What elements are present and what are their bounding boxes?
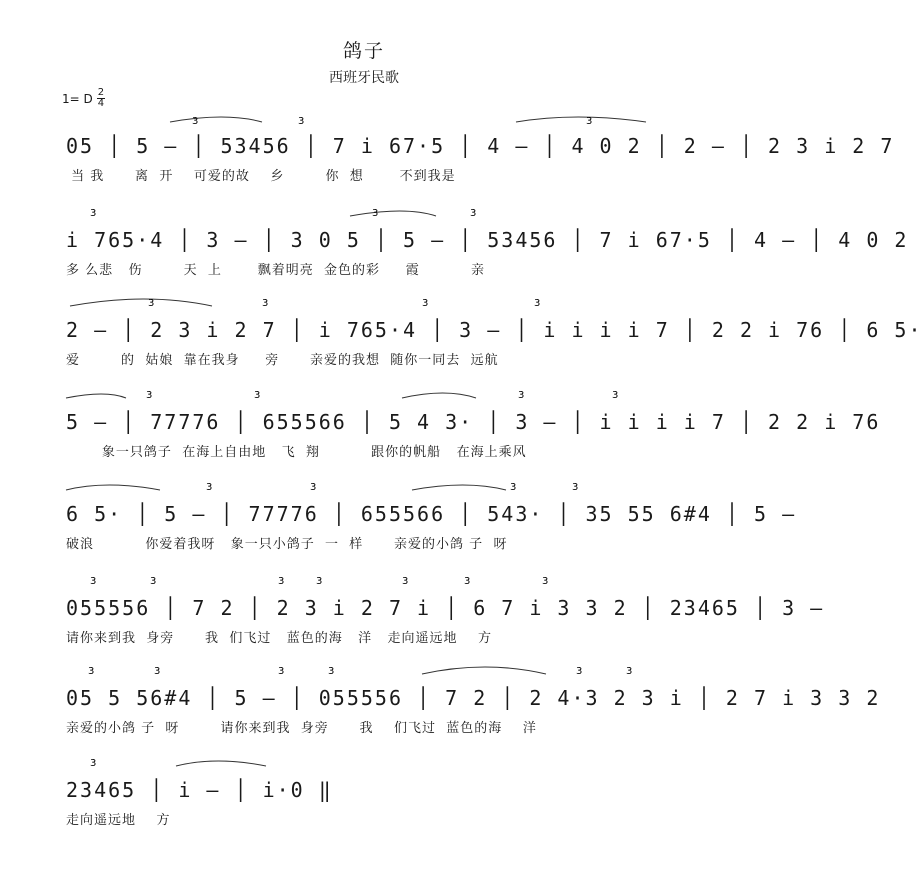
svg-text:3: 3 [278,666,285,677]
notes: 05 5 56#4 │ 5 – │ 055556 │ 7 2 │ 2 4·3 2 3 i │ 2 7 i 3 3 2 [66,686,881,710]
notes: 23465 │ i – │ i·0 ‖ [66,778,333,802]
svg-text:3: 3 [192,116,199,127]
svg-text:3: 3 [422,298,429,309]
svg-text:3: 3 [586,116,593,127]
lyrics: 多 么悲 伤 天 上 飘着明亮 金色的彩 霞 亲 [66,263,486,278]
key-label: 1= D [62,91,93,106]
notes: 2 – │ 2 3 i 2 7 │ i 765·4 │ 3 – │ i i i i 7 │ 2 2 i 76 │ 6 5· [66,318,923,342]
svg-text:3: 3 [90,576,97,587]
svg-text:3: 3 [150,576,157,587]
svg-text:3: 3 [148,298,155,309]
lyrics: 当 我 离 开 可爱的故 乡 你 想 不到我是 [66,169,456,184]
svg-text:3: 3 [518,390,525,401]
svg-text:3: 3 [402,576,409,587]
svg-text:3: 3 [254,390,261,401]
svg-text:3: 3 [534,298,541,309]
svg-text:3: 3 [470,208,477,219]
svg-text:3: 3 [298,116,305,127]
lyrics: 亲爱的小鸽 子 呀 请你来到我 身旁 我 们飞过 蓝色的海 洋 [66,721,537,736]
svg-text:3: 3 [88,666,95,677]
lyrics: 走向遥远地 方 [66,813,171,828]
lyrics: 破浪 你爱着我呀 象一只小鸽子 一 样 亲爱的小鸽 子 呀 [66,537,508,552]
svg-text:3: 3 [510,482,517,493]
lyrics: 请你来到我 身旁 我 们飞过 蓝色的海 洋 走向遥远地 方 [66,631,493,646]
notes: 055556 │ 7 2 │ 2 3 i 2 7 i │ 6 7 i 3 3 2 │ 23465 │ 3 – [66,596,825,620]
key-signature [62,88,105,109]
song-title: 鸽子 [342,40,385,62]
svg-text:3: 3 [328,666,335,677]
svg-text:3: 3 [542,576,549,587]
notes: 5 – │ 77776 │ 655566 │ 5 4 3· │ 3 – │ i i i i 7 │ 2 2 i 76 [66,410,881,434]
svg-text:3: 3 [572,482,579,493]
svg-text:3: 3 [278,576,285,587]
svg-text:3: 3 [154,666,161,677]
lyrics: 爱 的 姑娘 靠在我身 旁 亲爱的我想 随你一同去 远航 [66,353,499,368]
svg-text:3: 3 [464,576,471,587]
svg-text:3: 3 [206,482,213,493]
svg-text:3: 3 [316,576,323,587]
notes: 05 │ 5 – │ 53456 │ 7 i 67·5 │ 4 – │ 4 0 2 │ 2 – │ 2 3 i 2 7 [66,134,895,158]
notes: i 765·4 │ 3 – │ 3 0 5 │ 5 – │ 53456 │ 7 i 67·5 │ 4 – │ 4 0 2 [66,228,909,252]
svg-text:3: 3 [262,298,269,309]
svg-text:3: 3 [310,482,317,493]
svg-text:3: 3 [146,390,153,401]
svg-text:3: 3 [576,666,583,677]
time-signature-top: 2 [97,87,105,98]
notes: 6 5· │ 5 – │ 77776 │ 655566 │ 543· │ 35 55 6#4 │ 5 – [66,502,797,526]
time-signature-bottom: 4 [97,98,105,109]
svg-text:3: 3 [372,208,379,219]
svg-text:3: 3 [612,390,619,401]
svg-text:3: 3 [90,208,97,219]
time-signature [97,88,105,109]
lyrics: 象一只鸽子 在海上自由地 飞 翔 跟你的帆船 在海上乘风 [66,445,527,460]
song-subtitle: 西班牙民歌 [329,70,399,86]
svg-text:3: 3 [626,666,633,677]
svg-text:3: 3 [90,758,97,769]
